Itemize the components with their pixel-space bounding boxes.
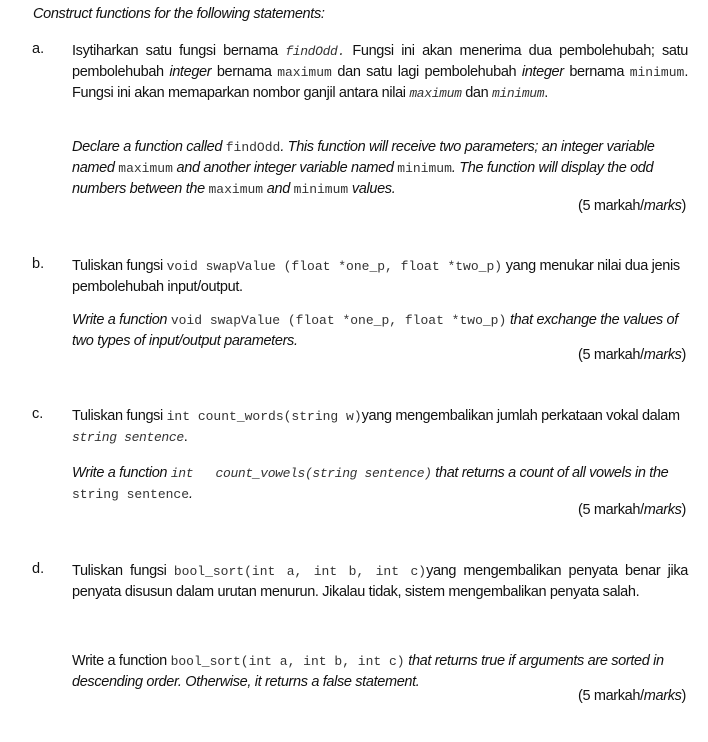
code-maximum: maximum [409, 86, 462, 101]
code-string-sentence: string sentence [72, 487, 190, 502]
question-malay-text: Tuliskan fungsi bool_sort(int a, int b, int c)yang mengembalikan penyata benar jika penyata disusun dalam urutan menurun. Jikalau tidak, sistem mengembalikan penyata salah. [72, 563, 688, 600]
code-count-words: int count_words(string w) [166, 409, 362, 424]
question-label: d. [32, 561, 45, 577]
code-maximum: maximum [277, 65, 332, 80]
code-minimum: minimum [397, 161, 452, 176]
question-label: c. [32, 406, 44, 422]
question-english-text: Write a function void swapValue (float *one_p, float *two_p) that exchange the values of two types of input/output parameters. [72, 312, 678, 349]
question-english-text: Declare a function called findOdd. This function will receive two parameters; an integer variable named maximum and another integer variable named minimum. The function will display the odd numbers between the maximum and minimum values. [72, 139, 655, 197]
question-english-text: Write a function bool_sort(int a, int b, int c) that returns true if arguments are sorted in descending order. Otherwise, it returns a false statement. [72, 653, 664, 690]
marks-label: (5 markah/marks) [577, 502, 686, 518]
marks-label: (5 markah/marks) [577, 688, 686, 704]
code-findOdd: findOdd [225, 140, 281, 155]
marks-label: (5 markah/marks) [577, 198, 686, 214]
code-swapValue: void swapValue (float *one_p, float *two_p) [166, 259, 503, 274]
code-findOdd: findOdd. [285, 44, 345, 59]
code-maximum: maximum [118, 161, 173, 176]
code-string-sentence: string sentence [72, 430, 184, 445]
code-minimum: minimum [492, 86, 545, 101]
question-label: b. [32, 256, 45, 272]
question-malay-text: Tuliskan fungsi int count_words(string w)yang mengembalikan jumlah perkataan vokal dalam string sentence. [72, 408, 680, 445]
code-bool-sort: bool_sort(int a, int b, int c) [170, 654, 405, 669]
question-english-text: Write a function int count_vowels(string sentence) that returns a count of all vowels in the string sentence. [72, 465, 669, 502]
question-malay-text: Isytiharkan satu fungsi bernama findOdd. Fungsi ini akan menerima dua pembolehubah; satu pembolehubah integer bernama maximum dan satu lagi pembolehubah integer bernama minimum. Fungsi ini akan memaparkan nombor ganjil antara nilai maximum dan minimum. [72, 43, 689, 101]
code-minimum: minimum [629, 65, 685, 80]
code-maximum: maximum [208, 182, 264, 197]
question-malay-text: Tuliskan fungsi void swapValue (float *one_p, float *two_p) yang menukar nilai dua jenis pembolehubah input/output. [72, 258, 680, 295]
code-count-vowels: int count_vowels(string sentence) [170, 466, 432, 481]
question-label: a. [32, 41, 45, 57]
instructions-heading: Construct functions for the following statements: [33, 6, 325, 22]
code-swapValue: void swapValue (float *one_p, float *two_p) [170, 313, 507, 328]
code-bool-sort: bool_sort(int a, int b, int c) [173, 564, 427, 579]
code-minimum: minimum [293, 182, 349, 197]
marks-label: (5 markah/marks) [577, 347, 686, 363]
